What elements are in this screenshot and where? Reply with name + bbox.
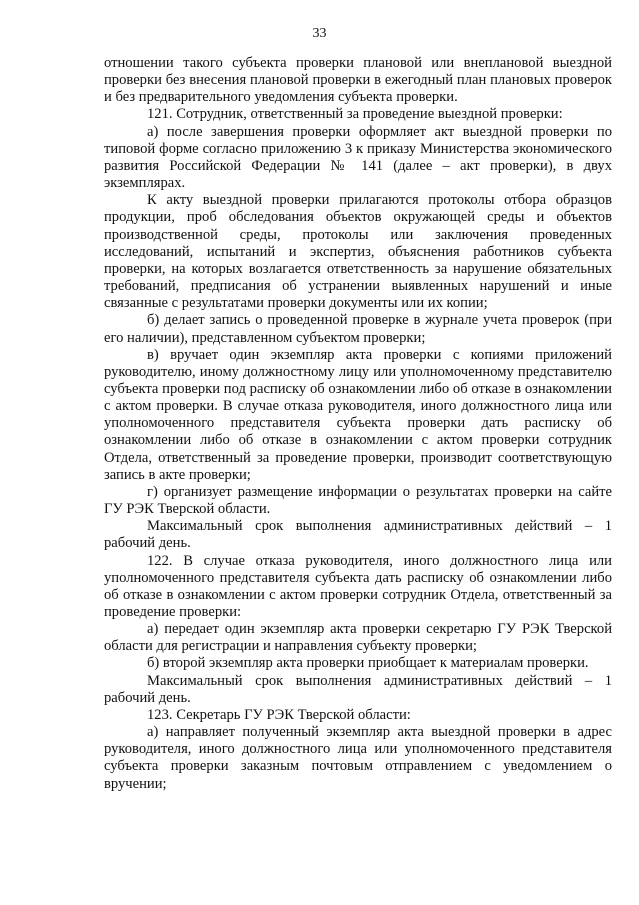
paragraph: а) направляет полученный экземпляр акта выездной проверки в адрес руководителя, иного должностного лица или уполномоченного представителя субъекта проверки заказным почтовым отправлением с уведомлением о вручении; [104,724,612,792]
paragraph: а) после завершения проверки оформляет акт выездной проверки по типовой форме согласно приложению 3 к приказу Министерства экономического развития Российской Федерации № 141 (далее – акт проверки), в двух экземплярах. [104,123,612,192]
paragraph: 121. Сотрудник, ответственный за проведение выездной проверки: [147,106,563,123]
paragraph: Максимальный срок выполнения административных действий – 1 рабочий день. [104,518,612,552]
paragraph: г) организует размещение информации о результатах проверки на сайте ГУ РЭК Тверской области. [104,483,612,518]
paragraph: К акту выездной проверки прилагаются протоколы отбора образцов продукции, проб обследования объектов окружающей среды и объектов производственной среды, протоколы или заключения проведенных исследований, испытаний и экспертиз, объяснения работников субъекта проверки, на которых возлагается ответственность за нарушение обязательных требований, предписания об устранении выявленных нарушений и иные связанные с результатами проверки документы или их копии; [104,192,612,312]
paragraph: б) второй экземпляр акта проверки приобщает к материалам проверки. [147,655,589,672]
paragraph: б) делает запись о проведенной проверке в журнале учета проверок (при его наличии), представленном субъектом проверки; [104,312,612,346]
paragraph: 122. В случае отказа руководителя, иного должностного лица или уполномоченного представителя субъекта дать расписку об ознакомлении либо об отказе в ознакомлении с актом проверки сотрудник Отдела, ответственный за проведение проверки: [104,552,612,620]
paragraph: в) вручает один экземпляр акта проверки с копиями приложений руководителю, иному должностному лицу или уполномоченному представителю субъекта проверки под расписку об ознакомлении либо об отказе в ознакомлении с актом проверки. В случае отказа руководителя, иного должностного лица или уполномоченного представителя субъекта проверки дать расписку об ознакомлении либо об отказе в ознакомлении с актом проверки сотрудник Отдела, ответственный за проведение проверки, производит соответствующую запись в акте проверки; [104,346,612,483]
paragraph: а) передает один экземпляр акта проверки секретарю ГУ РЭК Тверской области для регистрации и направления субъекту проверки; [104,621,612,655]
document-body [104,55,612,793]
paragraph: 123. Секретарь ГУ РЭК Тверской области: [147,706,411,723]
paragraph: Максимальный срок выполнения административных действий – 1 рабочий день. [104,672,612,706]
page-number: 33 [312,26,327,41]
paragraph: отношении такого субъекта проверки плановой или внеплановой выездной проверки без внесения плановой проверки в ежегодный план плановых проверок и без предварительного уведомления субъекта проверки. [104,55,612,106]
